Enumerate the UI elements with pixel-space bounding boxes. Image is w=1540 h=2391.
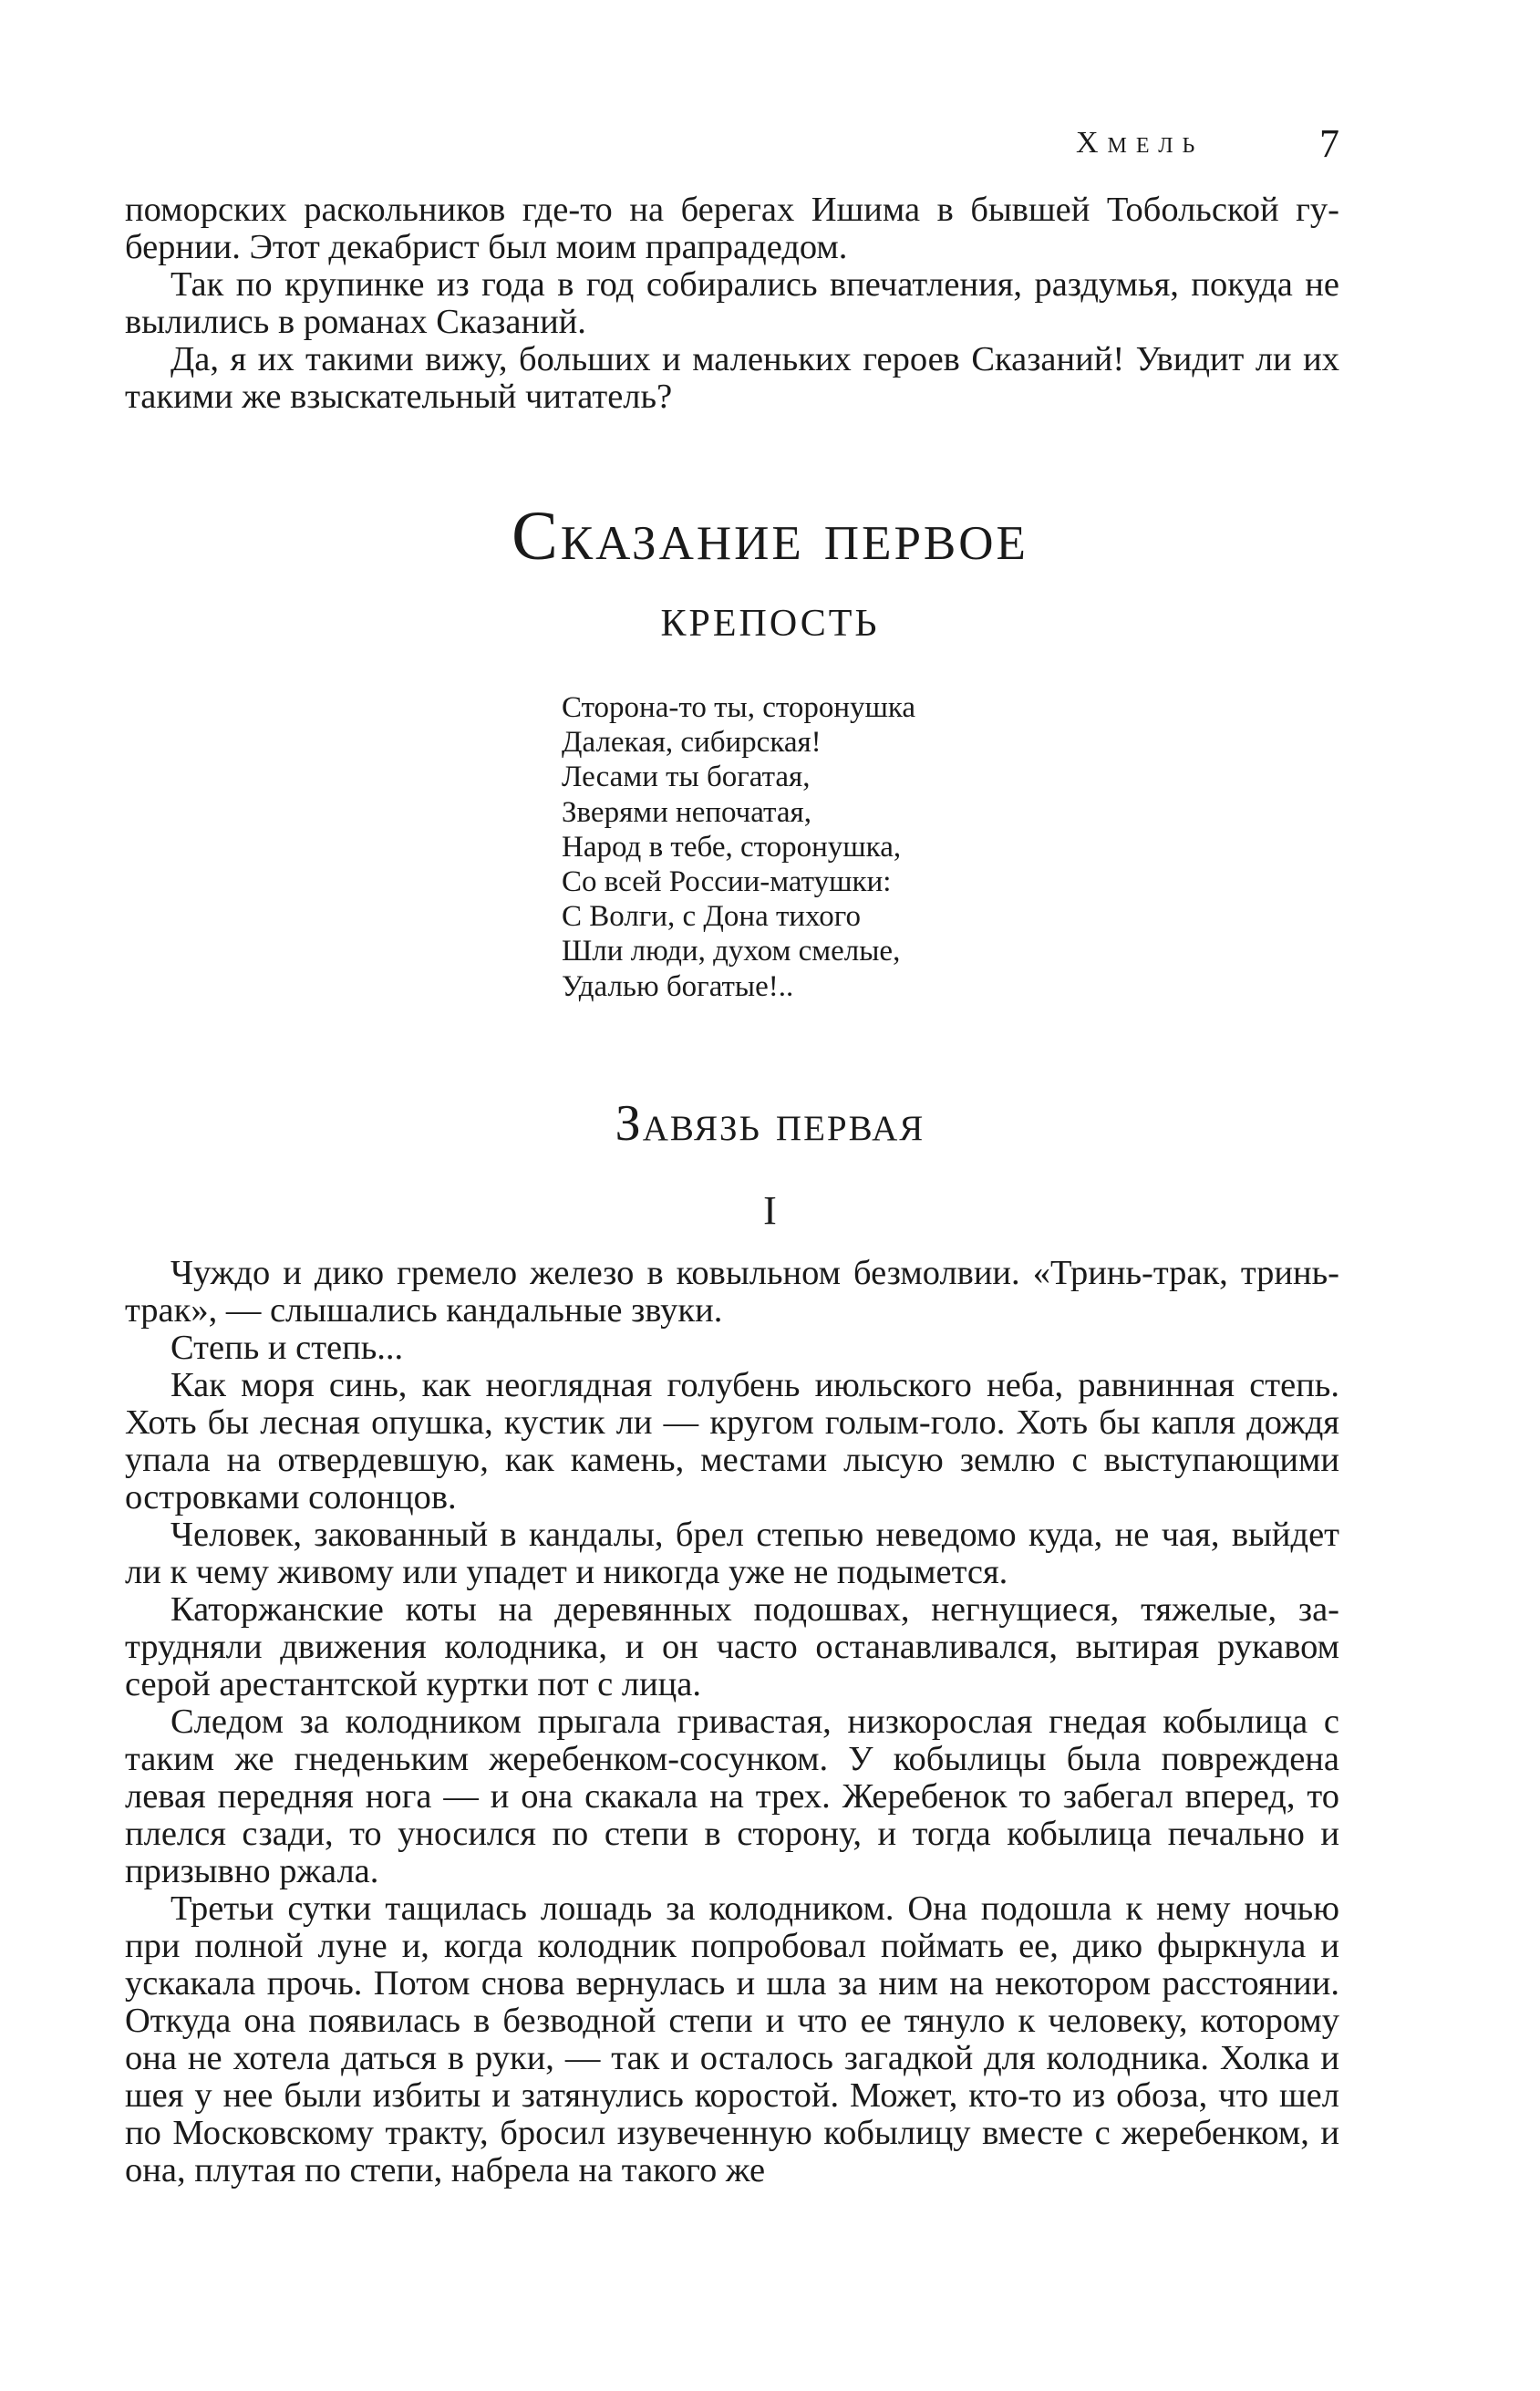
epigraph-line: Сторона-то ты, сторонушка [562,691,916,724]
epigraph-line: С Волги, с Дона тихого [562,900,862,934]
body-paragraph: Третьи сутки тащилась лошадь за колодником. Она подошла к нему ночью при полной луне и, когда колодник попробовал поймать ее, дико фыркнула и ускакала прочь. Потом снова вернулась и шла за ним на некотором расстоянии. Откуда она появилась в безводной степи и что ее тянуло к человеку, которому она не хотела даться в руки, — так и осталось загадкой для колодника. Холка и шея у нее были избиты и затянулись коростой. Может, кто-то из обоза, что шел по Московскому тракту, бросил изувеченную кобылицу вместе с жеребенком, и она, плутая по степи, набрела на такого же [125,1889,1339,2189]
epigraph-line: Народ в тебе, сторонушка, [562,830,902,864]
intro-text [125,191,1339,416]
intro-paragraph: Да, я их такими вижу, больших и маленьких героев Сказаний! Увидит ли их такими же взыскательный читатель? [125,340,1339,416]
epigraph [562,690,915,1004]
epigraph-line: Удалью богатые!.. [562,969,794,1003]
running-head-title: Хмель [1076,126,1204,160]
part-title: Сказание первое [512,498,1028,574]
body-paragraph: Как моря синь, как неоглядная голубень июльского неба, равнинная степь. Хоть бы лесная опушка, кустик ли — кругом голым-голо. Хоть бы капля дождя упала на отвердевшую, как камень, местами лысую землю с выступающими островками солонцов. [125,1366,1339,1516]
part-subtitle: крепость [660,587,880,647]
body-paragraph: Следом за колодником прыгала гривастая, низкорослая гнедая кобылица с таким же гнеденьким жеребенком-сосунком. У кобылицы была повреждена левая передняя нога — и она скакала на трех. Жеребенок то забегал вперед, то плелся сзади, то уносился по степи в сторону, и тогда кобылица печально и призывно ржала. [125,1703,1339,1890]
body-paragraph: Человек, закованный в кандалы, брел степью неведомо куда, не чая, выйдет ли к чему живому или упадет и никогда уже не подымется. [125,1516,1339,1591]
body-paragraph: Чуждо и дико гремело железо в ковыльном безмолвии. «Тринь-трак, тринь-трак», — слышались кандальные звуки. [125,1254,1339,1330]
intro-paragraph: поморских раскольников где-то на берегах Ишима в бывшей Тобольской губернии. Этот декабрист был моим прапрадедом. [125,191,1339,266]
epigraph-line: Зверями непочатая, [562,795,811,829]
chapter-number: I [763,1188,777,1233]
intro-paragraph: Так по крупинке из года в год собирались впечатления, раздумья, покуда не вылились в романах Сказаний. [125,265,1339,341]
body-text [125,1255,1339,2189]
epigraph-line: Со всей России-матушки: [562,865,892,899]
epigraph-line: Далекая, сибирская! [562,726,822,760]
epigraph-line: Лесами ты богатая, [562,761,811,794]
epigraph-line: Шли люди, духом смелые, [562,935,901,968]
page-number: 7 [1319,121,1339,166]
body-paragraph: Степь и степь... [171,1329,404,1367]
section-title: Завязь первая [615,1095,925,1152]
body-paragraph: Каторжанские коты на деревянных подошвах, негнущиеся, тяжелые, затрудняли движения колодника, и он часто останавливался, вытирая рукавом серой арестантской куртки пот с лица. [125,1590,1339,1703]
